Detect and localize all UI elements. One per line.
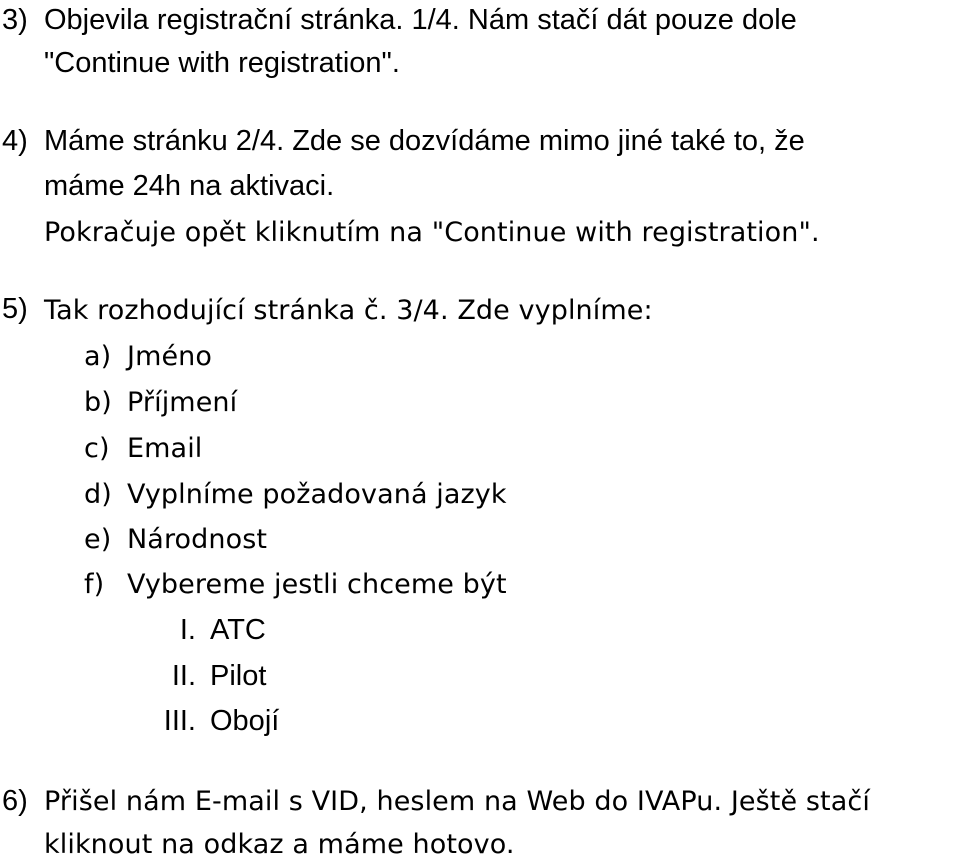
list-item-text: Vybereme jestli chceme být	[127, 569, 507, 600]
step-5-line-1: Tak rozhodující stránka č. 3/4. Zde vyplníme:	[44, 295, 653, 326]
list-item-text: Jméno	[127, 341, 213, 372]
sublist-item-marker: II.	[171, 660, 196, 692]
sublist-item-text: Pilot	[210, 660, 267, 692]
step-6-number: 6)	[2, 785, 28, 817]
list-item-marker: f)	[84, 569, 105, 600]
list-item-marker: e)	[84, 524, 112, 555]
sublist-item-text: ATC	[210, 614, 266, 646]
step-6-line-2: kliknout na odkaz a máme hotovo.	[44, 829, 515, 860]
list-item-text: Vyplníme požadovaná jazyk	[127, 479, 507, 510]
step-5-number: 5)	[2, 293, 28, 325]
step-6-line-1: Přišel nám E-mail s VID, heslem na Web do IVAPu. Ještě stačí	[44, 786, 870, 817]
sublist-item-text: Obojí	[210, 705, 280, 737]
sublist-item-marker: I.	[179, 614, 196, 646]
list-item-marker: c)	[84, 433, 110, 464]
list-item-marker: b)	[84, 387, 112, 418]
step-4-line-2: máme 24h na aktivaci.	[44, 170, 335, 202]
step-4-line-3: Pokračuje opět kliknutím na "Continue with registration".	[44, 217, 820, 248]
step-4-number: 4)	[2, 125, 28, 157]
step-3-line-1: Objevila registrační stránka. 1/4. Nám stačí dát pouze dole	[44, 4, 797, 36]
list-item-text: Email	[127, 433, 203, 464]
step-3-number: 3)	[2, 4, 28, 36]
step-3-line-2: "Continue with registration".	[44, 47, 400, 79]
list-item-text: Národnost	[127, 524, 268, 555]
step-4-line-1: Máme stránku 2/4. Zde se dozvídáme mimo jiné také to, že	[44, 125, 805, 157]
list-item-marker: d)	[84, 479, 112, 510]
sublist-item-marker: III.	[163, 705, 196, 737]
list-item-marker: a)	[84, 341, 112, 372]
list-item-text: Příjmení	[127, 387, 238, 418]
